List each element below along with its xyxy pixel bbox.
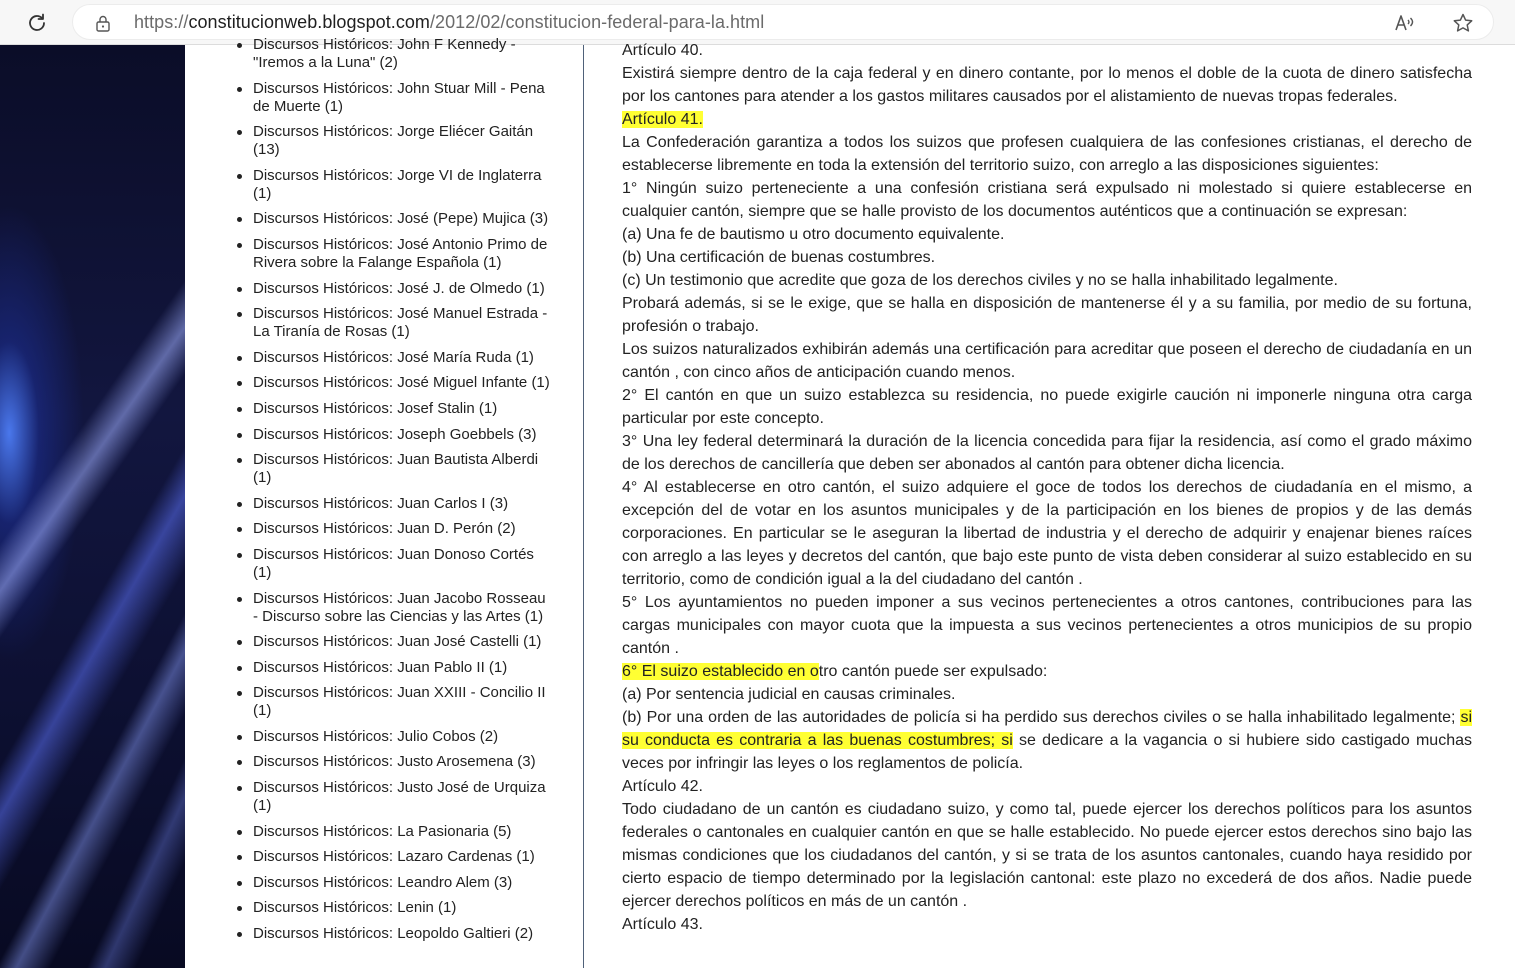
label-list-item [253,349,553,367]
label-list-item [253,374,553,392]
article-41-naturalized: Los suizos naturalizados exhibirán además una certificación para acreditar que poseen el derecho de ciudadanía en un cantón , con cinco años de anticipación cuando menos. [622,341,1472,381]
label-link[interactable]: Discursos Históricos: José (Pepe) Mujica (3) [253,210,549,228]
highlight-conduct: si su conducta es contraria a las buenas costumbres; si [622,709,1472,749]
label-link[interactable]: Discursos Históricos: Juan Pablo II (1) [253,658,508,676]
article-41-point-1c: (c) Un testimonio que acredite que goza de los derechos civiles y no se halla inhabilitado legalmente. [622,272,1338,289]
label-link[interactable]: Discursos Históricos: José Antonio Primo de Rivera sobre la Falange Española (1) [253,235,548,271]
label-list [253,36,553,951]
article-41-point-6a: (a) Por sentencia judicial en causas criminales. [622,686,956,703]
label-link[interactable]: Discursos Históricos: Jorge Eliécer Gaitán (13) [253,123,534,159]
article-41-heading [622,108,1472,131]
label-list-item [253,36,553,72]
address-bar[interactable] [72,4,1494,40]
label-list-item [253,400,553,418]
label-list-item [253,546,553,582]
url-host: constitucionweb.blogspot.com [188,12,430,32]
label-link[interactable]: Discursos Históricos: Justo Arosemena (3) [253,753,536,771]
article-40-heading: Artículo 40. [622,42,703,59]
label-link[interactable]: Discursos Históricos: José J. de Olmedo (1) [253,279,545,297]
label-link[interactable]: Discursos Históricos: Lenin (1) [253,899,457,917]
label-link[interactable]: Discursos Históricos: Juan Donoso Cortés (1) [253,545,534,581]
read-aloud-icon[interactable] [1393,11,1417,35]
label-link[interactable]: Discursos Históricos: Lazaro Cardenas (1) [253,848,535,866]
label-link[interactable]: Discursos Históricos: Juan D. Perón (2) [253,520,516,538]
label-list-item [253,823,553,841]
label-list-item [253,280,553,298]
label-link[interactable]: Discursos Históricos: Juan José Castelli (1) [253,633,542,651]
point-6-rest: tro cantón puede ser expulsado: [818,663,1048,680]
article-42-heading: Artículo 42. [622,778,703,795]
label-list-item [253,123,553,159]
label-list-item [253,590,553,626]
label-link[interactable]: Discursos Históricos: Julio Cobos (2) [253,727,499,745]
article-42-text: Todo ciudadano de un cantón es ciudadano suizo, y como tal, puede ejercer los derechos políticos para los asuntos federales o cantonales en cualquier cantón en que se halle establecido. No puede ejercer estos derechos sino bajo las mismas condiciones que los ciudadanos del cantón, y si se trata de los asuntos cantonales, cuando haya residido por cierto espacio de tiempo determinado por la legislación cantonal: este plazo no excederá de dos años. Nadie puede ejercer derechos políticos en más de un cantón . [622,801,1472,910]
point-6b-end: se dedicare a la vagancia o si hubiere sido castigado muchas veces por infringir las leyes o los reglamentos de policía. [622,732,1473,772]
article-41-point-2: 2° El cantón en que un suizo establezca su residencia, no puede exigirle caución ni imponerle ninguna otra carga particular por este concepto. [622,387,1472,427]
label-list-item [253,80,553,116]
label-list-item [253,925,553,943]
label-link[interactable]: Discursos Históricos: Leopoldo Galtieri (2) [253,925,534,943]
article-41-proof: Probará además, si se le exige, que se halla en disposición de mantenerse él y a su familia, por medio de su fortuna, profesión o trabajo. [622,295,1472,335]
reload-icon[interactable] [22,8,52,38]
background-wallpaper [0,45,185,968]
label-list-item [253,426,553,444]
article-40-text: Existirá siempre dentro de la caja federal y en dinero contante, por lo menos el doble de la cuota de dinero satisfecha por los cantones para atender a los gastos militares causados por el alistamiento de nuevas tropas federales. [622,65,1472,105]
label-link[interactable]: Discursos Históricos: José Manuel Estrada - La Tiranía de Rosas (1) [253,305,548,341]
lock-icon[interactable] [93,13,113,33]
label-list-item [253,633,553,651]
point-6b-start: (b) Por una orden de las autoridades de policía si ha perdido sus derechos civiles o se halla inhabilitado legalmente; [622,709,1461,726]
label-link[interactable]: Discursos Históricos: José María Ruda (1) [253,348,534,366]
label-list-item [253,848,553,866]
label-list-item [253,520,553,538]
label-list-item [253,874,553,892]
label-list-item [253,728,553,746]
article-41-point-4: 4° Al establecerse en otro cantón, el suizo adquiere el goce de todos los derechos de ciudadanía en el mismo, a excepción del de votar en los asuntos municipales y de la participación en los bienes de propios y de las demás corporaciones. En particular se le aseguran la libertad de industria y el derecho de adquirir y enajenar bienes raíces con arreglo a las leyes y decretos del cantón, que bajo este punto de vista deben considerar al suizo establecido en su territorio, como de condición igual a la del ciudadano del cantón . [622,479,1472,588]
url-prefix: https:// [134,12,189,32]
article-41-point-1b: (b) Una certificación de buenas costumbres. [622,249,936,266]
article-41-point-1a: (a) Una fe de bautismo u otro documento equivalente. [622,226,1005,243]
label-list-item [253,451,553,487]
label-link[interactable]: Discursos Históricos: John Stuar Mill - Pena de Muerte (1) [253,79,545,115]
label-link[interactable]: Discursos Históricos: La Pasionaria (5) [253,822,512,840]
blog-page [185,36,1515,968]
post-body [622,39,1472,936]
label-list-item [253,659,553,677]
label-link[interactable]: Discursos Históricos: Juan Bautista Alberdi (1) [253,451,539,487]
label-link[interactable]: Discursos Históricos: Justo José de Urquiza (1) [253,779,546,815]
article-41-point-6 [622,660,1472,683]
label-list-item [253,684,553,720]
label-list-item [253,167,553,203]
article-41-point-3: 3° Una ley federal determinará la duración de la licencia concedida para fijar la residencia, así como el grado máximo de los derechos de cancillería que deben ser abonados al cantón para obtener dicha licencia. [622,433,1472,473]
label-link[interactable]: Discursos Históricos: Juan Carlos I (3) [253,494,509,512]
label-list-item [253,779,553,815]
favorite-star-icon[interactable] [1451,11,1475,35]
label-link[interactable]: Discursos Históricos: Leandro Alem (3) [253,873,513,891]
url-path: /2012/02/constitucion-federal-para-la.html [429,12,765,32]
label-link[interactable]: Discursos Históricos: Juan Jacobo Rosseau - Discurso sobre las Ciencias y las Artes (1) [253,589,546,625]
label-list-item [253,305,553,341]
highlight-article-41: Artículo 41. [622,111,703,128]
label-link[interactable]: Discursos Históricos: Jorge VI de Inglaterra (1) [253,166,542,202]
label-list-item [253,753,553,771]
label-link[interactable]: Discursos Históricos: Joseph Goebbels (3) [253,425,537,443]
article-41-point-5: 5° Los ayuntamientos no pueden imponer a sus vecinos pertenecientes a otros cantones, contribuciones para las cargas municipales con mayor cuota que la impuesta a sus vecinos pertenecientes a otros municipios de su propio cantón . [622,594,1472,657]
label-link[interactable]: Discursos Históricos: John F Kennedy - "Iremos a la Luna" (2) [253,36,516,71]
label-list-item [253,236,553,272]
label-link[interactable]: Discursos Históricos: José Miguel Infante (1) [253,374,550,392]
label-list-item [253,495,553,513]
url-text[interactable] [134,12,764,33]
article-41-point-1: 1° Ningún suizo perteneciente a una confesión cristiana será expulsado ni molestado si quiere establecerse en cualquier cantón, siempre que se halle provisto de los documentos auténticos que a continuación se expresan: [622,180,1472,220]
article-41-point-6b [622,706,1472,775]
label-list-item [253,210,553,228]
article-41-intro: La Confederación garantiza a todos los suizos que profesen cualquiera de las confesiones cristianas, el derecho de establecerse libremente en toda la extensión del territorio suizo, con arreglo a las disposiciones siguientes: [622,134,1472,174]
label-link[interactable]: Discursos Históricos: Juan XXIII - Concilio II (1) [253,684,546,720]
highlight-point-6: 6° El suizo establecido en o [622,663,819,680]
labels-sidebar [185,36,584,968]
label-link[interactable]: Discursos Históricos: Josef Stalin (1) [253,399,498,417]
label-list-item [253,899,553,917]
article-43-heading: Artículo 43. [622,916,703,933]
